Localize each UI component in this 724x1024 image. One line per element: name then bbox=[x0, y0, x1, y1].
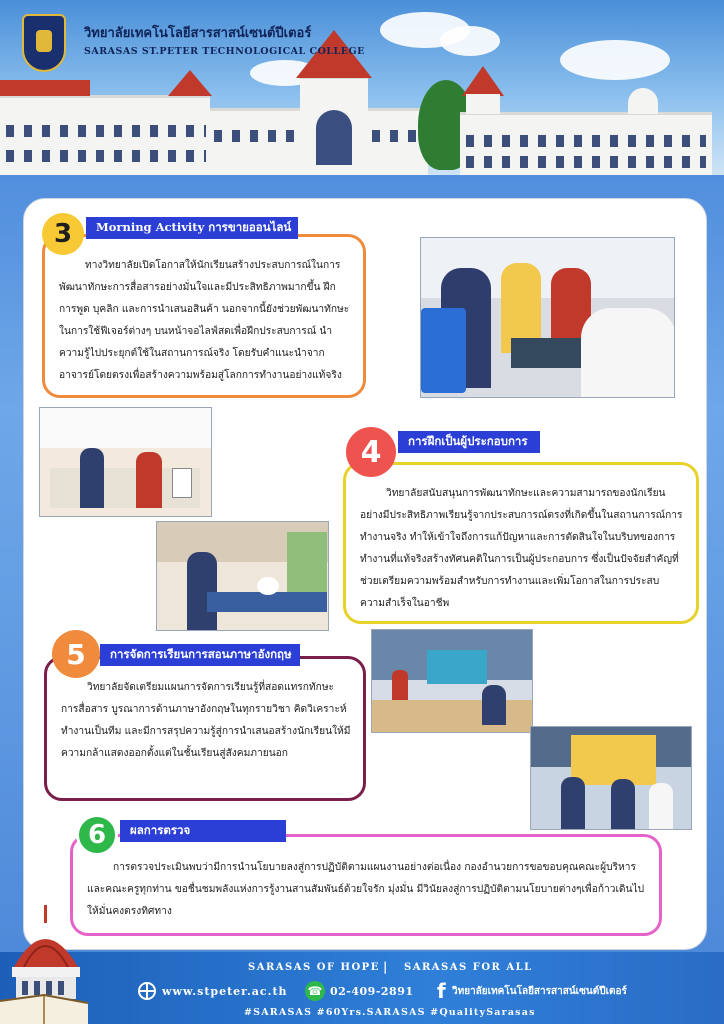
cloud-shape bbox=[440, 26, 500, 56]
footer-tagline-right: SARASAS FOR ALL bbox=[404, 962, 533, 973]
college-logo bbox=[22, 14, 66, 72]
window-row bbox=[372, 130, 424, 142]
red-roof bbox=[168, 70, 212, 96]
section-4-number: 4 bbox=[346, 427, 396, 477]
dome-and-book-illustration bbox=[0, 905, 92, 1024]
section-3-heading: Morning Activity การขายออนไลน์ bbox=[86, 217, 298, 239]
section-4-text-box bbox=[343, 462, 699, 624]
section-3-number: 3 bbox=[42, 213, 84, 255]
small-dome bbox=[628, 88, 658, 114]
photo-entrepreneur-booth bbox=[39, 407, 212, 517]
section-6-text-box bbox=[70, 834, 662, 936]
footer-phone-number[interactable]: 02-409-2891 bbox=[330, 985, 414, 998]
window-row bbox=[214, 130, 296, 142]
photo-online-selling bbox=[420, 237, 675, 398]
window-row bbox=[6, 150, 206, 162]
section-3-text-box bbox=[42, 234, 366, 398]
phone-icon: ☎ bbox=[305, 981, 325, 1001]
school-name-english: SARASAS ST.PETER TECHNOLOGICAL COLLEGE bbox=[84, 46, 365, 57]
footer-website-link[interactable]: www.stpeter.ac.th bbox=[162, 985, 288, 998]
section-5-body: วิทยาลัยจัดเตรียมแผนการจัดการเรียนรู้ที่สอดแทรกทักษะ การสื่อสาร บูรณาการด้านภาษาอังกฤษในทุกรายวิชา คิดวิเคราะห์ ทำงานเป็นทีม และมีการสรุปความรู้สู่การนำเสนอสร้างนักเรียนให้มีความกล้าแสดงออกตั้งแต่ในชั้นเรียนสู่สังคมภายนอก bbox=[61, 682, 351, 759]
footer-bar bbox=[0, 952, 724, 1024]
globe-icon bbox=[138, 982, 156, 1000]
section-6-heading: ผลการตรวจ bbox=[120, 820, 286, 842]
arched-window bbox=[316, 110, 352, 165]
footer-separator: | bbox=[383, 960, 388, 974]
red-roof bbox=[0, 80, 90, 96]
header-banner bbox=[0, 0, 724, 175]
facebook-icon: f bbox=[437, 979, 446, 1003]
school-name-thai: วิทยาลัยเทคโนโลยีสารสาสน์เซนต์ปีเตอร์ bbox=[84, 26, 312, 41]
cloud-shape bbox=[560, 40, 670, 80]
section-5-number: 5 bbox=[52, 630, 100, 678]
window-row bbox=[466, 135, 706, 147]
section-3-body: ทางวิทยาลัยเปิดโอกาสให้นักเรียนสร้างประสบการณ์ในการพัฒนาทักษะการสื่อสารอย่างมั่นใจและมีประสิทธิภาพมากขึ้น ฝึกการพูด บุคลิก และการนำเสนอสินค้า นอกจากนี้ยังช่วยพัฒนาทักษะในการใช้ฟีเจอร์ต่างๆ บนหน้าจอไลฟ์สดเพื่อฝึกประสบการณ์ นำความรู้ไปประยุกต์ใช้ในสถานการณ์จริง โดยรับคำแนะนำจากอาจารย์โดยตรงเพื่อสร้างความพร้อมสู่โลกการทำงานอย่างแท้จริง bbox=[59, 260, 350, 381]
footer-hashtags: #SARASAS #60Yrs.SARASAS #QualitySarasas bbox=[244, 1007, 536, 1018]
red-roof bbox=[462, 66, 504, 96]
footer-facebook-page[interactable]: วิทยาลัยเทคโนโลยีสารสาสน์เซนต์ปีเตอร์ bbox=[452, 986, 627, 997]
section-6-body: การตรวจประเมินพบว่ามีการนำนโยบายลงสู่การปฏิบัติตามแผนงานอย่างต่อเนื่อง กองอำนวยการขอขอบคุณคณะผู้บริหารและคณะครูทุกท่าน ขอชื่นชมพลังแห่งการรู้งานสานสัมพันธ์ด้วยใจรัก มุ่งมั่น มีวินัยลงสู่การปฏิบัติตามนโยบายต่างๆเพื่อก้าวเดินไปให้มั่นคงตรงทิศทาง bbox=[87, 862, 645, 917]
photo-entrepreneur-counter bbox=[156, 521, 329, 631]
section-4-heading: การฝึกเป็นผู้ประกอบการ bbox=[398, 431, 540, 453]
turret bbox=[466, 94, 500, 114]
footer-tagline-left: SARASAS OF HOPE bbox=[248, 962, 380, 973]
photo-english-presentation bbox=[530, 726, 692, 830]
photo-english-classroom bbox=[371, 629, 533, 733]
section-5-heading: การจัดการเรียนการสอนภาษาอังกฤษ bbox=[100, 644, 300, 666]
section-4-body: วิทยาลัยสนับสนุนการพัฒนาทักษะและความสามารถของนักเรียนอย่างมีประสิทธิภาพเรียนรู้จากประสบการณ์ตรงที่เกิดขึ้นในสถานการณ์การทำงานจริง ทำให้เข้าใจถึงการแก้ปัญหาและการตัดสินใจในบริบทของการทำงานที่แท้จริงสร้างทัศนคติในการเป็นผู้ประกอบการ ซึ่งเป็นปัจจัยสำคัญที่ช่วยเตรียมความพร้อมสำหรับการทำงานและเพิ่มโอกาสในการประสบความสำเร็จในอาชีพ bbox=[360, 488, 683, 609]
window-row bbox=[6, 125, 206, 137]
section-5-text-box bbox=[44, 656, 366, 801]
section-6-number: 6 bbox=[76, 814, 118, 856]
window-row bbox=[466, 156, 706, 168]
